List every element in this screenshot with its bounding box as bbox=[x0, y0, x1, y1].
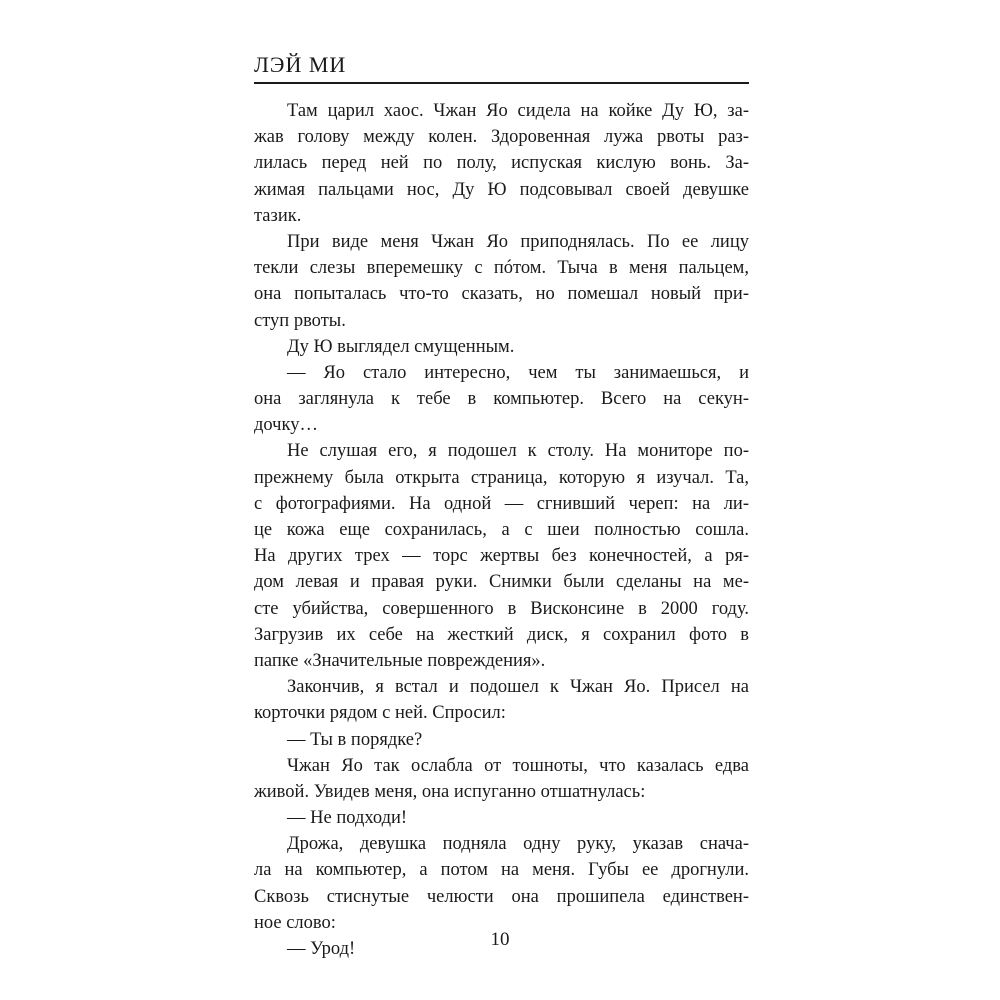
paragraph bbox=[254, 438, 749, 674]
text-line: папке «Значительные повреждения». bbox=[254, 650, 546, 671]
text-line: ступ рвоты. bbox=[254, 310, 346, 331]
text-line: Загрузив их себе на жесткий диск, я сохранил фото в bbox=[254, 624, 749, 645]
paragraph bbox=[254, 98, 749, 229]
running-header bbox=[254, 52, 749, 84]
text-line: Дрожа, девушка подняла одну руку, указав снача- bbox=[287, 834, 749, 855]
text-line: Не слушая его, я подошел к столу. На мониторе по- bbox=[287, 441, 749, 462]
dialogue-paragraph bbox=[254, 805, 749, 831]
text-line: жимая пальцами нос, Ду Ю подсовывал своей девушке bbox=[254, 179, 749, 200]
page-number: 10 bbox=[490, 929, 510, 950]
text-line: Сквозь стиснутые челюсти она прошипела единствен- bbox=[254, 886, 749, 907]
text-line: Закончив, я встал и подошел к Чжан Яо. Присел на bbox=[287, 677, 749, 698]
text-line: с фотографиями. На одной — сгнивший череп: на ли- bbox=[254, 493, 749, 514]
text-line: сте убийства, совершенного в Висконсине в 2000 году. bbox=[254, 598, 749, 619]
author-running-title: ЛЭЙ МИ bbox=[254, 52, 347, 77]
text-line: ла на компьютер, а потом на меня. Губы ее дрогнули. bbox=[254, 860, 749, 881]
text-line: прежнему была открыта страница, которую я изучал. Та, bbox=[254, 467, 749, 488]
text-line: жав голову между колен. Здоровенная лужа рвоты раз- bbox=[254, 127, 749, 148]
text-line: Ду Ю выглядел смущенным. bbox=[287, 336, 515, 357]
text-line: тазик. bbox=[254, 205, 302, 226]
text-line: корточки рядом с ней. Спросил: bbox=[254, 703, 506, 724]
text-line: — Урод! bbox=[287, 939, 356, 959]
text-line: она заглянула к тебе в компьютер. Всего на секун- bbox=[254, 389, 749, 410]
text-line: ное слово: bbox=[254, 912, 336, 933]
paragraph bbox=[254, 334, 749, 360]
text-line: — Не подходи! bbox=[287, 808, 408, 829]
text-line: она попыталась что-то сказать, но помешал новый при- bbox=[254, 284, 749, 305]
text-line: — Ты в порядке? bbox=[287, 729, 423, 750]
paragraph bbox=[254, 753, 749, 805]
paragraph bbox=[254, 831, 749, 936]
paragraph bbox=[254, 229, 749, 334]
dialogue-paragraph bbox=[254, 727, 749, 753]
text-line: — Яо стало интересно, чем ты занимаешься, и bbox=[287, 362, 749, 383]
text-line: текли слезы вперемешку с пóтом. Тыча в меня пальцем, bbox=[254, 258, 749, 279]
body-text bbox=[254, 98, 749, 962]
text-line: Чжан Яо так ослабла от тошноты, что казалась едва bbox=[287, 755, 749, 776]
dialogue-paragraph bbox=[254, 360, 749, 439]
text-line: дочку… bbox=[254, 415, 318, 436]
paragraph bbox=[254, 674, 749, 726]
text-line: При виде меня Чжан Яо приподнялась. По ее лицу bbox=[287, 231, 749, 252]
text-line: дом левая и правая руки. Снимки были сделаны на ме- bbox=[254, 572, 749, 593]
text-line: Там царил хаос. Чжан Яо сидела на койке Ду Ю, за- bbox=[287, 101, 749, 121]
text-line: На других трех — торс жертвы без конечностей, а ря- bbox=[254, 546, 749, 567]
text-line: лилась перед ней по полу, испуская кислую вонь. За- bbox=[254, 153, 749, 174]
text-line: живой. Увидев меня, она испуганно отшатнулась: bbox=[254, 781, 646, 802]
text-line: це кожа еще сохранилась, а с шеи полностью сошла. bbox=[254, 520, 749, 540]
